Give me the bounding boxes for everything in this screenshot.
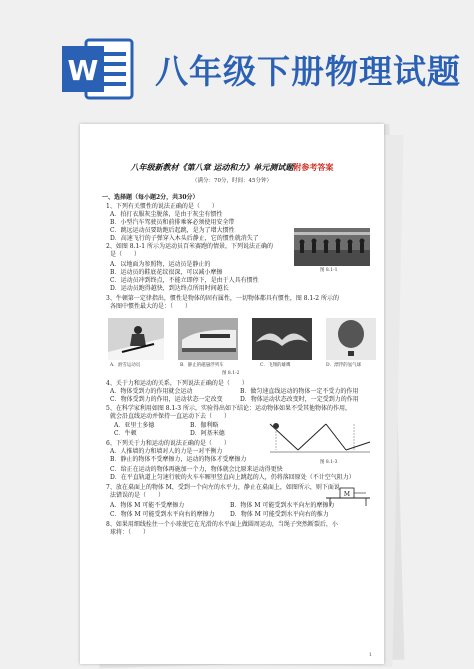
question-7-option-a: A．物体 M 可能不受摩擦力: [110, 502, 185, 509]
question-1-option-a: A．拍打衣服灰尘脱落，是由于灰尘有惯性: [110, 211, 223, 218]
question-7-option-c: C．物体 M 可能受到水平向右的摩擦力: [110, 511, 215, 518]
question-6-option-a: A．人推墙的力和墙对人的力是一对平衡力: [110, 448, 223, 455]
figure-8-1-2-label-c: C．飞翔的雄鹰: [260, 363, 291, 368]
question-1-option-d: D．高速飞行的子弹穿入木头后静止，它的惯性就消失了: [110, 235, 259, 242]
question-6-option-b: B．静止的物体不受摩擦力，运动的物体才受摩擦力: [110, 456, 247, 463]
inclined-plane-diagram: [268, 418, 372, 458]
word-document-icon: [62, 36, 134, 102]
question-3: 3、牛顿第一定律指出，惯性是物体的固有属性，一切物体都具有惯性，图 8.1-2 所示的: [106, 295, 340, 302]
figure-8-1-1-caption: 图 8.1-1: [320, 268, 338, 273]
question-2-continued: 是（ ）: [110, 251, 141, 258]
question-4-option-d: D．物体运动状态改变时，一定受到力的作用: [240, 396, 359, 403]
document-title-main: 八年级新教材《第八章 运动和力》单元测试题: [130, 162, 294, 172]
question-7: 7、放在桌面上的物体 M，受到一个向左的水平力，静止在桌面上，如图所示，则下面说: [106, 484, 340, 491]
question-7-option-d: D．物体 M 可能受到水平向右的推力: [230, 511, 329, 518]
question-3-continued: 各图中惯性最大的是：（ ）: [110, 303, 192, 310]
svg-text:W: W: [67, 54, 99, 87]
question-5-option-b: B．伽利略: [190, 422, 219, 429]
score-line: （满分：70分，时间：45分钟）: [192, 178, 272, 184]
question-1-option-b: B．小型汽车驾驶员和前排乘客必须使用安全带: [110, 219, 235, 226]
question-1: 1、下列有关惯性的说法正确的是（ ）: [106, 203, 218, 210]
question-2-option-b: B．运动员的鞋底花纹很深，可以减小摩擦: [110, 269, 223, 276]
question-2-option-c: C．运动员冲到终点，不能立即停下，是由于人具有惯性: [110, 277, 259, 284]
question-5-continued: 就会沿直线运动并保持一直运动下去（ ）: [110, 413, 231, 420]
eagle-image: [252, 318, 312, 360]
document-title-answer-note: 附参考答案: [293, 162, 334, 172]
question-5-option-a: A．亚里士多德: [114, 422, 155, 429]
banner-title: 八年级下册物理试题: [155, 52, 461, 91]
section-heading: 一、选择题（每小题2分，共30分）: [102, 194, 199, 201]
question-6-option-c: C．给正在运动的物体再施加一个力，物体就会比原来运动得更快: [110, 466, 283, 473]
question-5-option-d: D．阿基米德: [190, 430, 225, 437]
question-6: 6、下列关于力和运动的说法正确的是（ ）: [106, 440, 230, 447]
document-page: [80, 124, 384, 664]
question-5-option-c: C．牛顿: [114, 430, 137, 437]
svg-text:M: M: [343, 491, 351, 498]
document-title: [80, 162, 384, 173]
maglev-train-image: [178, 318, 238, 360]
sprint-race-image: [294, 228, 370, 266]
question-2-option-d: D．运动员跑得越快，到达终点所用时间越长: [110, 285, 229, 292]
question-8-continued: 球将：（ ）: [110, 529, 150, 536]
question-4: 4、关于力和运动的关系，下列说法正确的是（ ）: [106, 380, 248, 387]
question-4-option-a: A．物体受到力的作用就会运动: [110, 388, 193, 395]
figure-8-1-2-label-a: A．滑雪运动员: [110, 363, 141, 368]
question-5: 5、在科学家利用如图 8.1-3 所示，实验得出如下结论：运动物体如果不受其他物体的作用，: [106, 405, 352, 412]
question-2-option-a: A．以地面为参照物，运动员是静止的: [110, 261, 211, 268]
figure-8-1-2-label-b: B．静止的磁悬浮列车: [180, 363, 224, 368]
banner: [0, 0, 474, 110]
question-1-option-c: C．跳远运动员要助跑后起跳，是为了增大惯性: [110, 227, 235, 234]
question-7-option-b: B．物体 M 可能受到水平向左的摩擦力: [230, 502, 335, 509]
hot-air-balloon-image: [326, 318, 376, 360]
question-7-continued: 法错误的是（ ）: [110, 492, 165, 499]
question-2: 2、如图 8.1-1 所示为运动员百米赛跑的情景，下列说法正确的: [106, 243, 274, 250]
question-6-option-d: D．在平直轨道上匀速行驶的火车车厢里竖直向上跳起的人，仍将落回原处（不计空气阻力）: [110, 474, 355, 481]
question-4-option-c: C．物体受到力的作用，运动状态一定改变: [110, 396, 223, 403]
figure-8-1-2-label-d: D．漂浮的氢气球: [326, 363, 362, 368]
question-4-option-b: B．做匀速直线运动的物体一定不受力的作用: [240, 388, 359, 395]
figure-8-1-3-caption: 图 8.1-3: [320, 460, 338, 465]
question-8: 8、如果用细线拴住一个小球使它在光滑的水平面上做圆周运动，当绳子突然断裂后，小: [106, 521, 338, 528]
page-number: 1: [368, 652, 372, 658]
figure-8-1-2-caption: 图 8.1-2: [222, 371, 240, 376]
skier-image: [108, 318, 164, 360]
